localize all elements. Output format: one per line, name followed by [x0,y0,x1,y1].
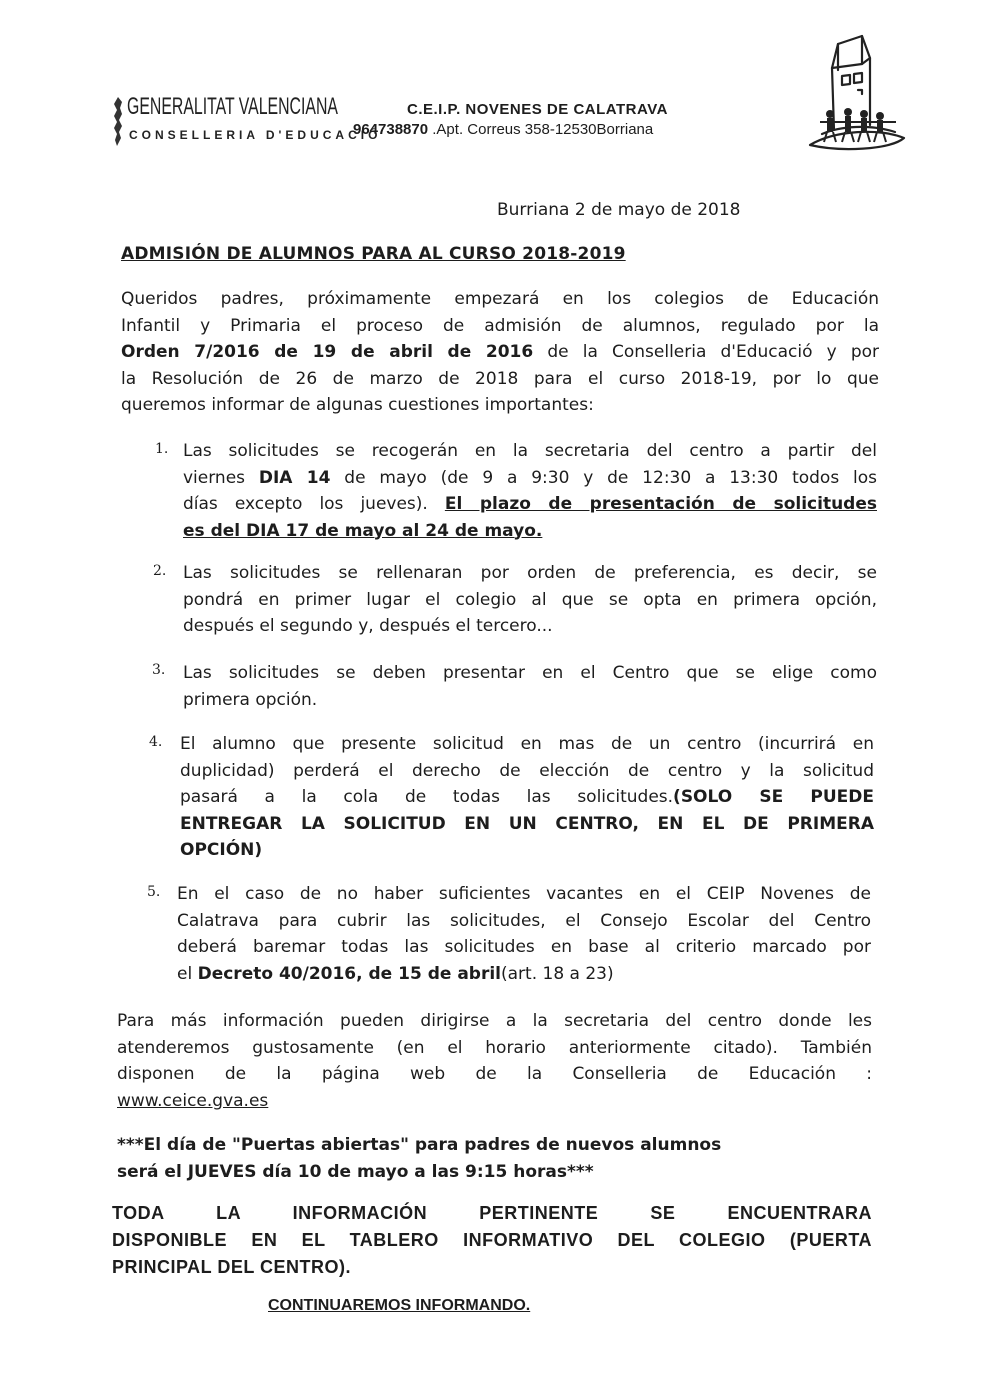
list-item-line: Las solicitudes se deben presentar en el Centro que se elige como [183,663,877,683]
website-link[interactable]: www.ceice.gva.es [117,1090,269,1111]
decreto-reference: Decreto 40/2016, de 15 de abril [197,963,501,984]
open-day-line: será el JUEVES día 10 de mayo a las 9:15 horas*** [117,1162,594,1182]
deadline-highlight: es del DIA 17 de mayo al 24 de mayo. [183,520,543,541]
list-item-line [180,784,874,811]
list-item-line: Las solicitudes se rellenaran por orden de preferencia, es decir, se [183,563,877,583]
list-item-line: primera opción. [183,689,318,710]
orden-reference: Orden 7/2016 de 19 de abril de 2016 [121,342,534,362]
intro-line-rest: de la Conselleria d'Educació y por [533,342,879,362]
list-item-line: pondrá en primer lugar el colegio al que se opta en primera opción, [183,589,877,610]
more-info-line: disponen de la página web de la Conselleria de Educación : [117,1064,872,1084]
list-item-line [183,518,877,545]
list-item-line: Las solicitudes se recogerán en la secretaria del centro a partir del [183,441,877,461]
list-item-line [183,491,877,518]
letter-date: Burriana 2 de mayo de 2018 [497,200,741,220]
board-notice-line: TODA LA INFORMACIÓN PERTINENTE SE ENCUENTRARA [112,1203,872,1223]
text-segment: viernes [183,467,259,488]
text-segment: (art. 18 a 23) [501,963,614,984]
open-day-line: ***El día de "Puertas abiertas" para padres de nuevos alumnos [117,1135,722,1155]
list-number: 5. [147,884,161,900]
generalitat-name: GENERALITAT VALENCIANA [127,93,338,120]
list-item-line: El alumno que presente solicitud en mas de un centro (incurrirá en [180,734,874,754]
school-address: .Apt. Correus 358-12530Borriana [428,121,654,138]
list-item-line: duplicidad) perderá el derecho de elección de centro y la solicitud [180,760,874,781]
text-segment: el [177,963,198,984]
list-item [180,731,874,864]
crest-icon [113,96,123,148]
more-info-line: atenderemos gustosamente (en el horario anteriormente citado). También [117,1037,872,1058]
closing-line: CONTINUAREMOS INFORMANDO. [268,1297,531,1314]
list-number: 1. [155,441,169,457]
intro-line: la Resolución de 26 de marzo de 2018 para el curso 2018-19, por lo que [121,368,879,389]
list-item-line [177,961,871,988]
list-item-line: deberá baremar todas las solicitudes en base al criterio marcado por [177,937,871,957]
list-item-line: Calatrava para cubrir las solicitudes, el Consejo Escolar del Centro [177,910,871,931]
list-item-line: En el caso de no haber suficientes vacantes en el CEIP Novenes de [177,884,871,904]
intro-line: Infantil y Primaria el proceso de admisión de alumnos, regulado por la [121,315,879,336]
board-notice [112,1200,872,1281]
list-item [177,881,871,987]
text-segment: pasará a la cola de todas las solicitudes. [180,787,674,807]
intro-line [121,339,879,366]
more-info-line: Para más información pueden dirigirse a la secretaria del centro donde les [117,1011,872,1031]
bold-notice: OPCIÓN) [180,840,263,860]
board-notice-line: DISPONIBLE EN EL TABLERO INFORMATIVO DEL COLEGIO (PUERTA [112,1230,872,1250]
deadline-highlight: El plazo de presentación de solicitudes [444,494,877,514]
date-highlight: DIA 14 [258,467,331,488]
school-name: C.E.I.P. NOVENES DE CALATRAVA [407,101,668,118]
intro-line: Queridos padres, próximamente empezará en los colegios de Educación [121,289,879,309]
school-phone: 964738870 [353,121,429,138]
open-day-notice [117,1132,872,1186]
list-item [183,560,877,640]
intro-line: queremos informar de algunas cuestiones importantes: [121,395,594,415]
school-tower-logo [800,30,910,165]
list-item-line [183,465,877,492]
list-item-line [180,837,874,864]
text-segment: días excepto los jueves). [183,494,445,514]
list-number: 4. [149,734,163,750]
board-notice-line: PRINCIPAL DEL CENTRO). [112,1257,352,1277]
list-item [183,660,877,713]
list-item-line: después el segundo y, después el tercero... [183,616,553,636]
letter-title: ADMISIÓN DE ALUMNOS PARA AL CURSO 2018-2019 [121,244,626,264]
conselleria-name: CONSELLERIA D'EDUCACIÓ [129,128,382,142]
list-item-line [180,811,874,838]
list-number: 2. [153,563,167,579]
school-contact [353,121,668,138]
list-number: 3. [152,662,166,678]
intro-paragraph [121,286,879,419]
school-header [353,101,668,138]
text-segment: de mayo (de 9 a 9:30 y de 12:30 a 13:30 todos los [330,467,877,488]
list-item [183,438,877,544]
more-info-paragraph [117,1008,872,1114]
bold-notice: ENTREGAR LA SOLICITUD EN UN CENTRO, EN EL DE PRIMERA [180,813,874,834]
bold-notice: (SOLO SE PUEDE [673,787,874,807]
